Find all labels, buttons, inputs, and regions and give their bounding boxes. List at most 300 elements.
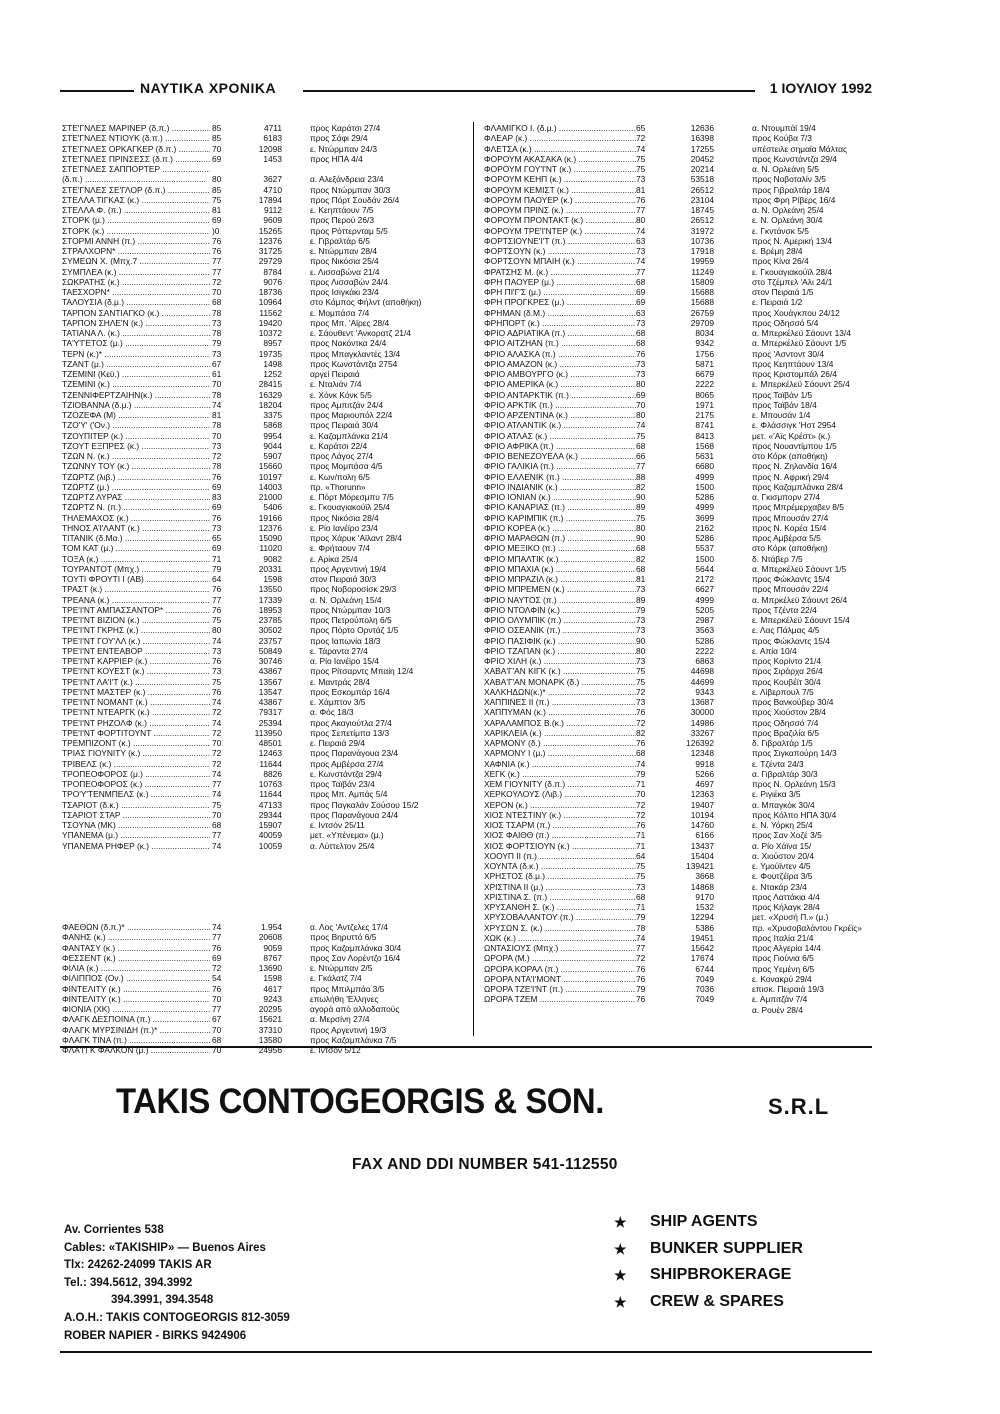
ship-tonnage: 8957 — [263, 338, 282, 349]
ship-entry — [62, 174, 472, 184]
ship-year: 73 — [636, 369, 646, 379]
ship-year: 77 — [212, 594, 222, 605]
ship-tonnage: 15688 — [690, 297, 714, 308]
ship-entry — [484, 810, 904, 820]
ship-name: ΧΩΚ (κ.) ..... — [484, 933, 636, 943]
ship-year: 80 — [212, 625, 222, 636]
ship-status: ε. Μπερκέλεϋ Σάουντ 15/4 — [752, 615, 850, 625]
ship-entry — [484, 502, 904, 512]
ship-year: 73 — [636, 358, 646, 369]
ship-year: 68 — [636, 748, 646, 759]
ship-status: ε. Μπερκέλεϋ Σάουντ 25/4 — [752, 379, 850, 390]
ship-tonnage: 1453 — [263, 153, 282, 164]
ship-year: 67 — [212, 358, 222, 369]
ship-entry — [62, 420, 472, 430]
service-item — [614, 1289, 803, 1316]
ship-name: ΤΡΕ'Ι'ΝΤ ΕΝΤΕΑΒΟΡ ..... — [62, 646, 210, 656]
ship-name: ΦΑΝΤΑΣΥ (κ.) ..... — [62, 943, 210, 953]
ship-year: )0 — [212, 225, 220, 236]
issue-date: 1 ΙΟΥΛΙΟΥ 1992 — [769, 80, 872, 96]
ship-tonnage: 15660 — [258, 461, 282, 472]
ship-name: ΣΤΡΑΛΧΟΡΝ* ..... — [62, 246, 210, 256]
ship-tonnage: 1598 — [263, 973, 282, 984]
ship-year: 68 — [636, 543, 646, 554]
fax-line: FAX AND DDI NUMBER 541-112550 — [352, 1156, 618, 1173]
ship-year: 72 — [212, 963, 222, 973]
ship-year: 73 — [636, 881, 646, 892]
ship-name: ΤΡΕ'Ι'ΝΤ ΓΚΡΗΣ (κ.) ..... — [62, 625, 210, 635]
ship-entry — [484, 226, 904, 236]
ship-tonnage: 5286 — [695, 492, 714, 502]
ship-tonnage: 2987 — [695, 615, 714, 625]
ship-tonnage: 19451 — [690, 932, 714, 943]
ship-status: α. Μπερκέλεϋ Σάουντ 13/4 — [752, 328, 851, 338]
ship-status: προς Χουάγκπου 24/12 — [752, 307, 840, 318]
ship-tonnage: 3563 — [695, 625, 714, 636]
ship-name: ΤΡΟΠΕΟΦΟΡΟΣ (κ.) ..... — [62, 779, 210, 789]
ship-tonnage: 5644 — [695, 563, 714, 574]
ship-year: 76 — [636, 963, 646, 974]
ship-tonnage: 8784 — [263, 266, 282, 277]
ship-year: 72 — [212, 276, 222, 287]
ship-name: ΦΛΑΓΚ ΔΕΣΠΟΙΝΑ (π.) ..... — [62, 1014, 210, 1024]
ship-name: ΦΡΙΟ ΑΜΑΖΟΝ (κ.) ..... — [484, 359, 636, 369]
ship-year: 73 — [636, 625, 646, 636]
ship-tonnage: 113950 — [254, 727, 282, 738]
ship-tonnage: 15090 — [258, 533, 282, 543]
ship-year: 72 — [636, 809, 646, 820]
ship-year: 75 — [636, 164, 646, 174]
ship-year: 74 — [212, 697, 222, 707]
ship-year: 69 — [212, 952, 222, 963]
ship-entry — [62, 523, 472, 533]
ship-entry — [62, 953, 472, 963]
ship-status: ε. Πειραιά 29/4 — [310, 738, 365, 748]
ship-entry — [484, 431, 904, 441]
service-label: BUNKER SUPPLIER — [650, 1239, 803, 1257]
ship-entry — [62, 728, 472, 738]
ship-name: ΦΡΗ ΠΡΟΓΚΡΕΣ (μ.) ..... — [484, 297, 636, 307]
ship-entry — [62, 759, 472, 769]
ship-entry — [484, 595, 904, 605]
ship-year: 61 — [212, 369, 222, 379]
ship-year: 64 — [636, 850, 646, 861]
ship-entry — [62, 369, 472, 379]
ship-year: 65 — [636, 123, 646, 133]
ship-name: ΦΡΙΟ ΚΑΝΑΡΙΑΣ (π.) ..... — [484, 502, 636, 512]
ship-year: 68 — [212, 820, 222, 830]
ship-year: 76 — [212, 471, 222, 482]
ship-name: ΦΡΙΟ ΙΝΔΙΑΝΙΚ (κ.) ..... — [484, 482, 636, 492]
ship-name: ΩΝΤΑΣΙΟΥΣ (Μπχ.) ..... — [484, 943, 636, 953]
ship-status: α. Μπερκέλεϋ Σάουντ 1/5 — [752, 563, 847, 574]
ship-tonnage: 4999 — [695, 594, 714, 605]
ship-year: 75 — [212, 615, 222, 625]
ship-status: α. Λύττελτον 25/4 — [310, 840, 375, 851]
ship-status: προς Νοβοροσίσκ 29/3 — [310, 584, 397, 595]
ship-entry — [62, 789, 472, 799]
ship-status: ε. Χάμπτον 3/5 — [310, 697, 366, 707]
ship-entry — [62, 841, 472, 851]
ship-status: ε. Ρίο Ιανέϊρο 23/4 — [310, 522, 378, 533]
ship-name: ΦΟΡΟΥΜ ΚΕΗΠ (κ.) ..... — [484, 174, 636, 184]
ship-tonnage: 12294 — [690, 912, 714, 923]
ship-year: 69 — [636, 287, 646, 297]
ship-status: α. Ρίο Χάϊνα 15/ — [752, 840, 812, 851]
ship-year: 76 — [212, 686, 222, 697]
ship-entry — [484, 410, 904, 420]
ship-year: 76 — [636, 194, 646, 205]
ship-entry — [62, 707, 472, 717]
ship-entry — [484, 185, 904, 195]
ship-status: προς Λάγος 27/4 — [310, 451, 374, 461]
ship-entry — [484, 123, 904, 133]
ship-tonnage: 3375 — [263, 410, 282, 420]
ship-status: προς Καζαμπλάνκα 30/4 — [310, 942, 402, 953]
ship-year: 80 — [636, 645, 646, 656]
ship-year: 79 — [636, 984, 646, 994]
ship-entry — [484, 513, 904, 523]
ship-tonnage: 14986 — [690, 717, 714, 728]
ship-name: ΤΖΕΜΙΝΙ (Κεϋ.) ..... — [62, 369, 210, 379]
ship-entry — [484, 923, 904, 933]
ship-tonnage: 48501 — [258, 738, 282, 748]
ship-entry — [62, 379, 472, 389]
ship-tonnage: 5406 — [263, 502, 282, 513]
ship-name: ΤΟΜ ΚΑΤ (μ.) ..... — [62, 543, 210, 553]
ship-year: 82 — [636, 553, 646, 564]
ship-entry — [62, 256, 472, 266]
ship-tonnage: 5286 — [695, 635, 714, 646]
ship-entry — [62, 1004, 472, 1014]
ship-name: ΦΡΙΟ ΜΑΡΑΘΩΝ (π.) ..... — [484, 533, 636, 543]
ship-year: 76 — [636, 348, 646, 359]
ship-name: ΧΑΡΙΚΛΕΙΑ (κ.) ..... — [484, 728, 636, 738]
ship-tonnage: 8826 — [263, 768, 282, 779]
ship-year: 82 — [636, 727, 646, 738]
ship-status: ε. Πειραιά 1/2 — [752, 297, 803, 308]
ship-year: 74 — [636, 420, 646, 431]
ship-name: ΦΑΕΘΩΝ (δ.π.)* ..... — [62, 922, 210, 932]
ship-status: ε. Κων/πολη 6/5 — [310, 471, 370, 482]
ship-name: ΦΡΙΟ ΑΡΚΤΙΚ (π.) ..... — [484, 400, 636, 410]
ship-status: προς Βανκούβερ 30/4 — [752, 697, 834, 707]
ship-name: ΣΤΕ'ΓΝΛΕΣ ΜΑΡΙΝΕΡ (δ.π.) ..... — [62, 123, 210, 133]
ship-name: ΤΖΟΥΠΙΤΕΡ (κ.) ..... — [62, 431, 210, 441]
ship-year: 79 — [212, 563, 222, 574]
ship-status: προς Πόρτο Ορντάζ 1/5 — [310, 625, 399, 636]
ship-name: ΧΕΓΚ (κ.) ..... — [484, 769, 636, 779]
ship-entry — [484, 994, 904, 1004]
ship-status: α. Μπρκέλεϋ Σάουντ 26/4 — [752, 594, 848, 605]
ship-entry — [484, 154, 904, 164]
ship-entry — [62, 932, 472, 942]
ship-year: 68 — [212, 297, 222, 308]
ship-entry — [62, 636, 472, 646]
ship-year: 74 — [212, 840, 222, 851]
ship-name: ΤΖΟΥΤ ΕΞΠΡΕΣ (κ.) ..... — [62, 441, 210, 451]
ship-tonnage: 12376 — [258, 522, 282, 533]
ship-status: ε. Ν. Ορλεάνη 30/4 — [752, 215, 823, 226]
ship-name: ΦΡΙΟ ΑΝΤΑΡΚΤΙΚ (π.) ..... — [484, 390, 636, 400]
ship-year: 80 — [636, 410, 646, 420]
ship-status: ε. Μαντράς 28/4 — [310, 676, 370, 687]
ship-entry — [62, 554, 472, 564]
ship-status: ε. Ντώρμπαν 24/3 — [310, 143, 378, 154]
ship-tonnage: 13567 — [258, 676, 282, 687]
ship-year: 69 — [636, 297, 646, 308]
ship-entry — [484, 492, 904, 502]
ship-status: προς Πόρτ Σουδάν 26/4 — [310, 194, 400, 205]
ad-bottom-rule — [60, 1351, 872, 1353]
ship-status: α. Ντουμπάϊ 19/4 — [752, 123, 816, 133]
ship-year: 68 — [636, 563, 646, 574]
ship-tonnage: 5868 — [263, 420, 282, 431]
ship-year: 69 — [212, 153, 222, 164]
ship-tonnage: 3699 — [695, 512, 714, 523]
ship-name: ΤΖΩΡΤΖ (λιβ.) ..... — [62, 472, 210, 482]
ad-top-rule — [60, 1046, 872, 1048]
ship-year: 82 — [636, 481, 646, 492]
ship-name: ΦΟΡΟΥΜ ΠΡΙΝΣ (κ.) ..... — [484, 205, 636, 215]
ship-year: 68 — [212, 1034, 222, 1045]
ship-tonnage: 20608 — [258, 932, 282, 943]
ship-tonnage: 30746 — [258, 656, 282, 666]
ship-name: ΦΛΑΓΚ ΜΥΡΣΙΝΙΔΗ (π.)* ..... — [62, 1025, 210, 1035]
ship-entry — [62, 390, 472, 400]
ship-entry — [484, 359, 904, 369]
ship-name: ΦΙΟΝΙΑ (ΧΚ) ..... — [62, 1004, 210, 1014]
ship-status: προς Ιαπωνία 18/3 — [310, 635, 381, 646]
ship-status: προς Φώκλαντς 15/4 — [752, 574, 830, 584]
ship-status: προς Ν. Ζηλανδία 16/4 — [752, 461, 838, 472]
ship-entry — [484, 707, 904, 717]
ship-entry — [62, 748, 472, 758]
ship-tonnage: 4710 — [263, 184, 282, 195]
ship-tonnage: 17918 — [690, 246, 714, 256]
ship-name: ΦΡΙΟ ΒΕΝΕΖΟΥΕΛΑ (κ.) ..... — [484, 451, 636, 461]
ship-tonnage: 11644 — [259, 789, 282, 800]
ship-status: ε. Φλάσσιγκ 'Ηστ 2954 — [752, 420, 836, 431]
ship-name: ΣΤΕΛΛΑ ΤΙΓΚΑΣ (κ.) ..... — [62, 195, 210, 205]
ship-entry — [62, 451, 472, 461]
ship-entry — [484, 748, 904, 758]
ship-status: ε. Αμπιτζάν 7/4 — [752, 994, 808, 1005]
ship-status: προς Σαν Λορέντζο 16/4 — [310, 952, 401, 963]
ship-year: 80 — [636, 215, 646, 226]
ship-entry — [62, 400, 472, 410]
ship-status: α. Μπερκέλεϋ Σάουντ 1/5 — [752, 338, 847, 349]
ship-status: δ. Γιβραλτάρ 1/5 — [752, 738, 813, 748]
ship-status: προς Λαττάκια 4/4 — [752, 891, 820, 902]
ship-status: ε. Καράτσι 22/4 — [310, 440, 368, 451]
ship-tonnage: 4999 — [695, 502, 714, 513]
ship-name: ΦΡΙΟ ΑΜΒΟΥΡΓΟ (κ.) ..... — [484, 369, 636, 379]
ship-name: ΦΟΡΤΣΟΥΝ (κ.) ..... — [484, 246, 636, 256]
ship-year: 71 — [636, 902, 646, 912]
ship-tonnage: 139421 — [686, 861, 714, 871]
ship-name: ΦΟΡΟΥΜ ΚΕΜΙΣΤ (κ.) ..... — [484, 185, 636, 195]
ship-name: ΣΤΟΡΚ (μ.) ..... — [62, 215, 210, 225]
ship-year: 64 — [212, 574, 222, 584]
ship-name: ΤΑΡΠΟΝ ΣΑΝΤΙΑΓΚΟ (κ.) ..... — [62, 308, 210, 318]
ship-name: ΦΟΡΟΥΜ ΤΡΕ'Ι'ΝΤΕΡ (κ.) ..... — [484, 226, 636, 236]
ship-status: προς Βηρυττό 6/5 — [310, 932, 377, 943]
ship-status: προς Ρόττερνταμ 5/5 — [310, 225, 388, 236]
ship-year: 71 — [636, 779, 646, 789]
ship-entry — [484, 461, 904, 471]
ship-entry — [62, 431, 472, 441]
ship-year: 74 — [636, 143, 646, 154]
ship-year: 69 — [212, 215, 222, 226]
ship-year: 74 — [636, 256, 646, 267]
ship-entry — [62, 164, 472, 174]
ship-status: προς Κίνα 26/4 — [752, 256, 809, 267]
ship-entry — [484, 349, 904, 359]
ship-entry — [484, 1005, 904, 1015]
ship-year: 85 — [212, 123, 222, 133]
address-line: Av. Corrientes 538 — [64, 1224, 164, 1236]
ship-status: προς Αλγερία 14/4 — [752, 943, 821, 953]
ship-status: στο Κόρκ (αποθήκη) — [752, 543, 828, 554]
ship-year: 90 — [636, 492, 646, 502]
ship-status: προς Ν. Αμερική 13/4 — [752, 235, 833, 246]
ship-status: προς Αργεντινή 19/3 — [310, 1024, 387, 1035]
ship-entry — [62, 246, 472, 256]
ship-tonnage: 20295 — [258, 1004, 282, 1014]
ship-status: προς Γιούνια 6/5 — [752, 953, 814, 964]
ship-name: ΤΟΥΡΑΝΤΟΤ (Μπχ.) ..... — [62, 564, 210, 574]
ship-entry — [484, 697, 904, 707]
tel-line: Tel.: 394.5612, 394.3992 — [64, 1276, 193, 1289]
ship-entry — [62, 277, 472, 287]
ship-year: 76 — [212, 983, 222, 994]
ship-year: 78 — [212, 420, 222, 431]
ship-entry — [62, 328, 472, 338]
ship-name: ΤΙΤΑΝΙΚ (δ.Μα.) ..... — [62, 533, 210, 543]
ship-status: μετ. «Χρυσή Π.» (μ.) — [752, 912, 829, 923]
ship-year: 76 — [212, 656, 222, 666]
ship-name: ΦΡΙΟ ΜΠΡΕΜΕΝ (κ.) ..... — [484, 584, 636, 594]
ship-year: 69 — [212, 502, 222, 513]
ship-year: 68 — [636, 276, 646, 287]
ship-name: ΤΑ'Υ'ΓΕΤΟΣ (μ.) ..... — [62, 338, 210, 348]
ship-entry — [484, 246, 904, 256]
ship-year: 72 — [636, 953, 646, 964]
ship-year: 72 — [212, 727, 222, 738]
ship-name: (δ.π.) ..... — [62, 174, 210, 184]
ship-status: στον Πειραιά 30/3 — [310, 574, 377, 584]
ship-tonnage: 11020 — [259, 543, 282, 554]
ship-tonnage: 29344 — [258, 809, 282, 820]
ship-year: 78 — [212, 328, 222, 338]
ship-tonnage: 9059 — [263, 942, 282, 953]
ship-year: 73 — [636, 246, 646, 256]
ship-entry — [484, 338, 904, 348]
ship-name: ΦΡΙΟ ΚΟΡΕΑ (κ.) ..... — [484, 523, 636, 533]
ship-tonnage: 5871 — [695, 358, 714, 369]
ship-status: προς Οδησσό 7/4 — [752, 717, 819, 728]
ship-year: 72 — [212, 748, 222, 759]
ship-year: 71 — [636, 830, 646, 841]
ship-entry — [484, 174, 904, 184]
ship-year: 73 — [636, 656, 646, 666]
ship-year: 74 — [636, 225, 646, 236]
ship-name: ΧΑΠΠΙΝΕΣ ΙΙ (π.) ..... — [484, 697, 636, 707]
ship-name: ΣΥΜΕΩΝ Χ. (Μπχ.7 ..... — [62, 256, 210, 266]
ship-year: 79 — [212, 338, 222, 349]
ship-entry — [62, 830, 472, 840]
ship-name: ΤΖΩΡΤΖ ΛΥΡΑΣ ..... — [62, 492, 210, 502]
ship-year: 70 — [212, 287, 222, 297]
ship-year: 70 — [212, 738, 222, 748]
ship-year: 72 — [636, 717, 646, 728]
ship-year: 74 — [212, 635, 222, 646]
publication-title: ΝΑΥΤΙΚΑ ΧΡΟΝΙΚΑ — [140, 80, 277, 96]
ship-status: στον Πειραιά 1/5 — [752, 287, 814, 297]
ship-entry — [484, 379, 904, 389]
ship-entry — [484, 841, 904, 851]
ship-status: προς Αμπιτζάν 24/4 — [310, 399, 384, 410]
ship-name: ΧΕΜ ΓΙΟΥΝΙΤΥ (δ.π.) ..... — [484, 779, 636, 789]
service-item — [614, 1209, 803, 1236]
ship-entry — [484, 369, 904, 379]
ship-status: ε. Ντώρμπαν 2/5 — [310, 963, 373, 973]
ship-name: ΦΡΙΟ ΜΠΑΛΤΙΚ (κ.) ..... — [484, 554, 636, 564]
ship-entry — [484, 215, 904, 225]
ship-year: 70 — [212, 1024, 222, 1035]
ship-entry — [62, 297, 472, 307]
ship-tonnage: 1568 — [695, 440, 714, 451]
ship-year: 63 — [636, 235, 646, 246]
ship-name: ΩΡΟΡΑ ΤΖΕΜ ..... — [484, 994, 636, 1004]
ship-entry — [484, 861, 904, 871]
ship-name: ΦΛΑΓΚ ΤΙΝΑ (π.) ..... — [62, 1035, 210, 1045]
ship-year: 70 — [212, 993, 222, 1004]
ship-year: 71 — [636, 840, 646, 851]
ship-status: ε. Μομπάσα 7/4 — [310, 307, 370, 318]
ship-name: ΣΤΕ'ΓΝΛΕΣ ΣΑΠΠΟΡΤΕΡ ..... — [62, 164, 210, 174]
ship-year: 76 — [212, 604, 222, 615]
ship-entry — [62, 215, 472, 225]
ship-year: 76 — [212, 512, 222, 523]
ship-entry — [484, 646, 904, 656]
header-rule-left — [60, 90, 134, 92]
ship-tonnage: 23104 — [690, 194, 714, 205]
ship-name: ΧΑΡΑΛΑΜΠΟΣ Β.(κ.) ..... — [484, 718, 636, 728]
ship-status: προς Φρη Ρίβερς 16/4 — [752, 194, 836, 205]
ship-entry — [484, 820, 904, 830]
ship-tonnage: 15907 — [258, 820, 282, 830]
ship-status: προς Παρανάγουα 24/4 — [310, 809, 398, 820]
ship-tonnage: 15265 — [258, 225, 282, 236]
ship-year: 78 — [212, 389, 222, 400]
ship-status: προς Εσκομπάρ 16/4 — [310, 686, 390, 697]
ship-year: 76 — [636, 707, 646, 718]
ship-entry — [62, 461, 472, 471]
ship-name: ΤΑΡΠΟΝ ΣΗΛΕ'Ν (κ.) ..... — [62, 318, 210, 328]
column-divider — [473, 122, 474, 1036]
ship-name: ΦΡΙΟ ΜΠΑΧΙΑ (κ.) ..... — [484, 564, 636, 574]
ship-tonnage: 20214 — [690, 164, 714, 174]
ship-tonnage: 9082 — [263, 553, 282, 564]
ship-status: στο Κόρκ (αποθήκη) — [752, 451, 828, 461]
ship-year: 80 — [212, 174, 222, 185]
ship-tonnage: 37310 — [258, 1024, 282, 1035]
ship-year: 75 — [636, 430, 646, 441]
ship-year: 83 — [212, 492, 222, 502]
ship-status: προς Μπ. Αμπάς 5/4 — [310, 789, 388, 800]
